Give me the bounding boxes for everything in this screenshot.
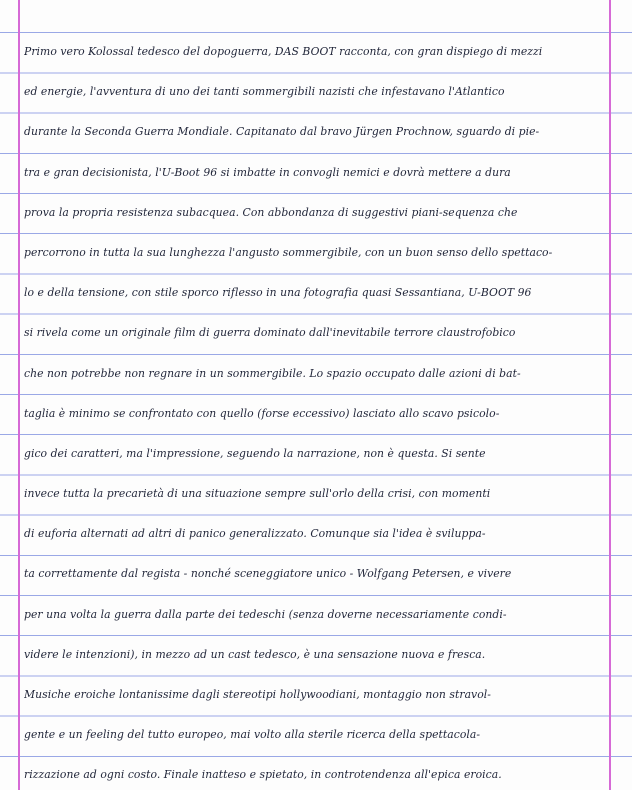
- text-line: per una volta la guerra dalla parte dei tedeschi (senza doverne necessariamente condi-: [24, 607, 507, 621]
- text-line: Musiche eroiche lontanissime dagli stereotipi hollywoodiani, montaggio non stravol-: [24, 688, 491, 701]
- right-margin-line: [609, 0, 611, 790]
- handwritten-text: [24, 41, 608, 790]
- left-margin-line: [18, 0, 20, 790]
- text-line: di euforia alternati ad altri di panico generalizzato. Comunque sia l'idea è sviluppa-: [24, 527, 486, 541]
- text-line: invece tutta la precarietà di una situazione sempre sull'orlo della crisi, con momenti: [24, 487, 491, 501]
- text-line: ed energie, l'avventura di uno dei tanti sommergibili nazisti che infestavano l'Atlantico: [24, 85, 505, 99]
- text-line: che non potrebbe non regnare in un sommergibile. Lo spazio occupato dalle azioni di bat-: [24, 366, 521, 380]
- text-line: videre le intenzioni), in mezzo ad un cast tedesco, è una sensazione nuova e fresca.: [24, 647, 486, 661]
- text-line: tra e gran decisionista, l'U-Boot 96 si imbatte in convogli nemici e dovrà mettere a dura: [24, 165, 511, 179]
- text-line: si rivela come un originale film di guerra dominato dall'inevitabile terrore claustrofobico: [24, 326, 516, 340]
- text-line: ta correttamente dal regista - nonché sceneggiatore unico - Wolfgang Petersen, e vivere: [24, 567, 512, 581]
- text-line: gente e un feeling del tutto europeo, mai volto alla sterile ricerca della spettacola-: [24, 728, 481, 742]
- text-line: durante la Seconda Guerra Mondiale. Capitanato dal bravo Jürgen Prochnow, sguardo di pie-: [24, 125, 540, 139]
- text-line: gico dei caratteri, ma l'impressione, seguendo la narrazione, non è questa. Si sente: [24, 446, 486, 460]
- text-line: Primo vero Kolossal tedesco del dopoguerra, DAS BOOT racconta, con gran dispiego di mezzi: [24, 45, 543, 58]
- text-line: percorrono in tutta la sua lunghezza l'angusto sommergibile, con un buon senso dello spettaco-: [24, 245, 553, 259]
- text-line: prova la propria resistenza subacquea. Con abbondanza di suggestivi piani-sequenza che: [24, 205, 518, 219]
- text-line: rizzazione ad ogni costo. Finale inatteso e spietato, in controtendenza all'epica eroica.: [24, 768, 502, 782]
- text-line: lo e della tensione, con stile sporco riflesso in una fotografia quasi Sessantiana, U-BOOT 96: [24, 286, 532, 300]
- text-line: taglia è minimo se confrontato con quello (forse eccessivo) lasciato allo scavo psicolo-: [24, 406, 500, 420]
